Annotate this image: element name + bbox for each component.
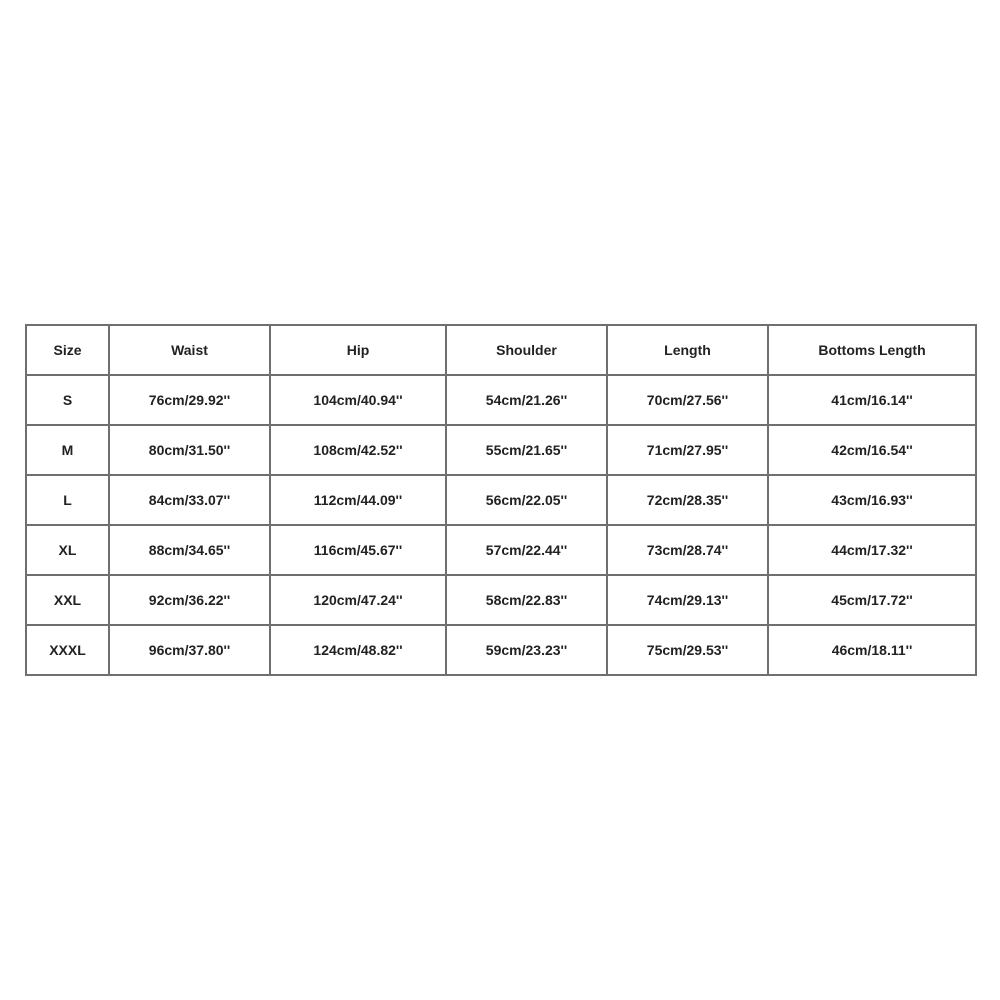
bottoms-length-cell: 45cm/17.72'' xyxy=(768,575,976,625)
header-hip: Hip xyxy=(270,325,446,375)
size-cell: S xyxy=(26,375,109,425)
shoulder-cell: 59cm/23.23'' xyxy=(446,625,607,675)
bottoms-length-cell: 46cm/18.11'' xyxy=(768,625,976,675)
shoulder-cell: 56cm/22.05'' xyxy=(446,475,607,525)
hip-cell: 120cm/47.24'' xyxy=(270,575,446,625)
table-row xyxy=(26,375,976,425)
length-cell: 73cm/28.74'' xyxy=(607,525,768,575)
length-cell: 71cm/27.95'' xyxy=(607,425,768,475)
hip-cell: 108cm/42.52'' xyxy=(270,425,446,475)
waist-cell: 80cm/31.50'' xyxy=(109,425,270,475)
hip-cell: 116cm/45.67'' xyxy=(270,525,446,575)
header-shoulder: Shoulder xyxy=(446,325,607,375)
hip-cell: 124cm/48.82'' xyxy=(270,625,446,675)
shoulder-cell: 54cm/21.26'' xyxy=(446,375,607,425)
length-cell: 70cm/27.56'' xyxy=(607,375,768,425)
size-cell: L xyxy=(26,475,109,525)
shoulder-cell: 55cm/21.65'' xyxy=(446,425,607,475)
header-row xyxy=(26,325,976,375)
header-waist: Waist xyxy=(109,325,270,375)
bottoms-length-cell: 42cm/16.54'' xyxy=(768,425,976,475)
size-cell: XXXL xyxy=(26,625,109,675)
size-cell: XL xyxy=(26,525,109,575)
header-length: Length xyxy=(607,325,768,375)
table-row xyxy=(26,575,976,625)
header-bottoms-length: Bottoms Length xyxy=(768,325,976,375)
waist-cell: 84cm/33.07'' xyxy=(109,475,270,525)
length-cell: 74cm/29.13'' xyxy=(607,575,768,625)
waist-cell: 96cm/37.80'' xyxy=(109,625,270,675)
length-cell: 75cm/29.53'' xyxy=(607,625,768,675)
bottoms-length-cell: 41cm/16.14'' xyxy=(768,375,976,425)
waist-cell: 76cm/29.92'' xyxy=(109,375,270,425)
shoulder-cell: 57cm/22.44'' xyxy=(446,525,607,575)
size-cell: M xyxy=(26,425,109,475)
hip-cell: 104cm/40.94'' xyxy=(270,375,446,425)
waist-cell: 92cm/36.22'' xyxy=(109,575,270,625)
hip-cell: 112cm/44.09'' xyxy=(270,475,446,525)
table-row xyxy=(26,425,976,475)
table-row xyxy=(26,625,976,675)
table-row xyxy=(26,475,976,525)
shoulder-cell: 58cm/22.83'' xyxy=(446,575,607,625)
bottoms-length-cell: 44cm/17.32'' xyxy=(768,525,976,575)
table-row xyxy=(26,525,976,575)
bottoms-length-cell: 43cm/16.93'' xyxy=(768,475,976,525)
size-chart-table xyxy=(25,324,977,676)
waist-cell: 88cm/34.65'' xyxy=(109,525,270,575)
header-size: Size xyxy=(26,325,109,375)
length-cell: 72cm/28.35'' xyxy=(607,475,768,525)
size-cell: XXL xyxy=(26,575,109,625)
